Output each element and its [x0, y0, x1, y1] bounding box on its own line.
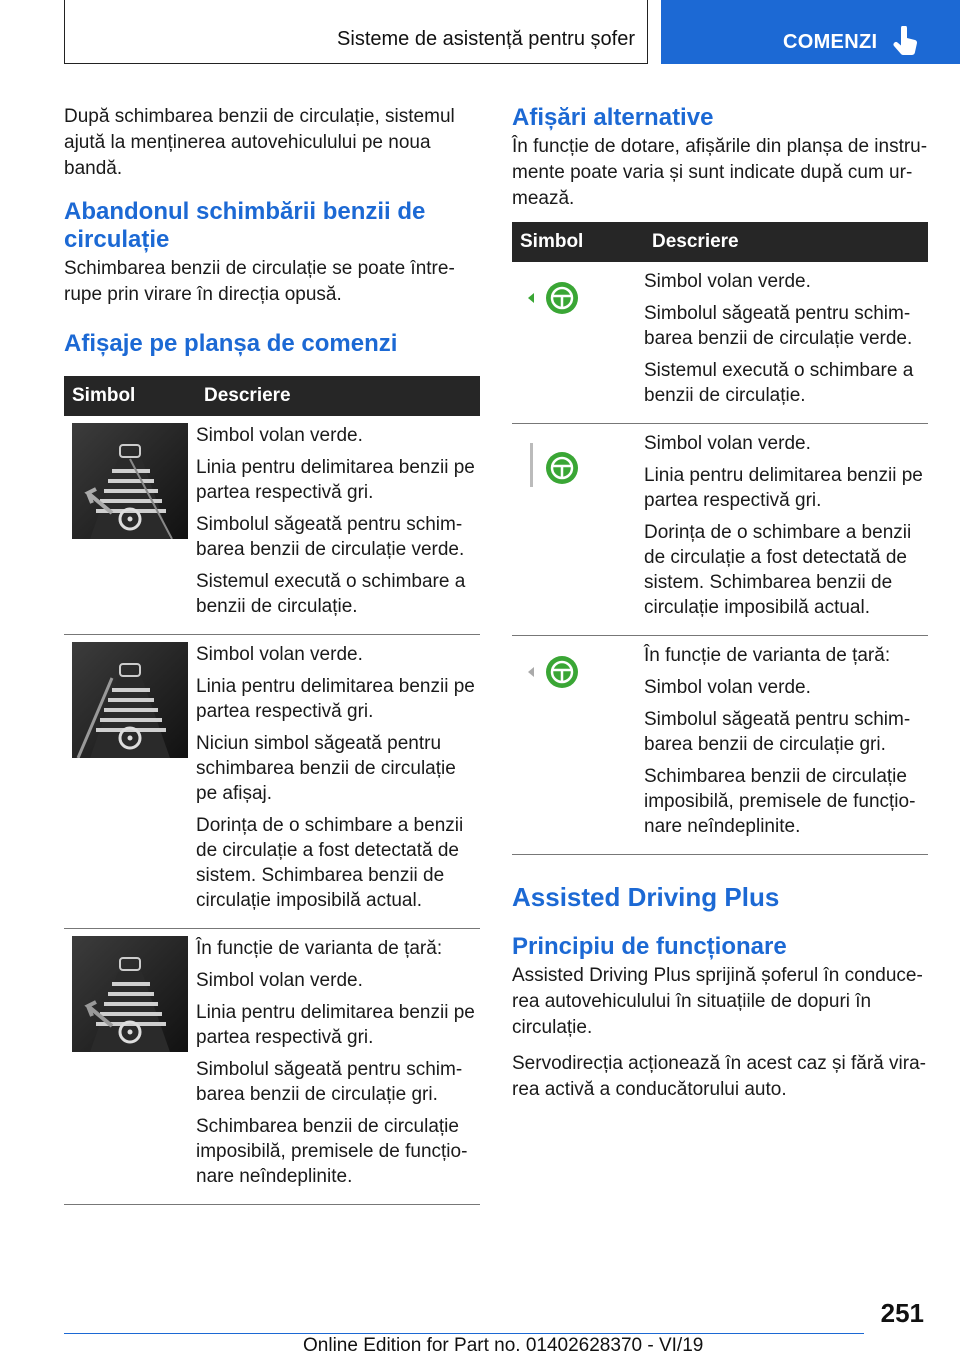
heading-abandon: Abandonul schimbării benzii de circulație: [64, 198, 426, 253]
table-row: Simbol volan verde. Simbolul săgeată pentru schimbarea benzii de circulație verde. Sistemul execută o schimbare a benzii de circulație.: [512, 262, 928, 424]
lane-change-display-icon: [72, 423, 188, 539]
lane-line-display-icon: [72, 642, 188, 758]
footer-edition: Online Edition for Part no. 01402628370 - VI/19: [303, 1335, 704, 1356]
header-tab-label: COMENZI: [783, 31, 878, 53]
header-section-box: [64, 0, 648, 64]
right-column: [512, 104, 928, 1113]
table-header-descriere: Descriere: [644, 222, 928, 262]
header-section-title: Sisteme de asistență pentru șofer: [337, 28, 635, 50]
table-row: Simbol volan verde. Linia pentru delimitarea benzii pe partea respectivă gri. Niciun simbol săgeată pentru schimbarea benzii de circulație pe afișaj. Dorința de o schimbare a benzii de circulație a fost detectată de sistem. Schimbarea benzii de circulație imposibilă actual.: [64, 635, 480, 929]
heading-afisari-alternative: Afișări alternative: [512, 104, 714, 131]
table-row: În funcție de varianta de țară: Simbol volan verde. Simbolul săgeată pentru schimbarea benzii de circulație gri. Schimbarea benzii de circulație imposibilă, premisele de funcționare neîndeplinite.: [512, 636, 928, 855]
right-symbol-table: [512, 222, 928, 855]
heading-afisaje: Afișaje pe planșa de comenzi: [64, 330, 398, 357]
left-symbol-table: [64, 376, 480, 1205]
page-number: 251: [880, 1298, 924, 1328]
footer-divider: [64, 1333, 864, 1334]
afisari-paragraph: În funcție de dotare, afișările din planșa de instrumente poate varia și sunt indicate după cum urmează.: [512, 136, 928, 209]
left-column: [64, 104, 480, 1205]
lane-change-grey-display-icon: [72, 936, 188, 1052]
table-header-simbol: Simbol: [64, 376, 196, 416]
adp-paragraph-1: Assisted Driving Plus sprijină șoferul în conducerea autovehiculului în situațiile de dopuri în circulație.: [512, 965, 923, 1038]
steering-wheel-grey-arrow-icon: [520, 653, 644, 691]
steering-wheel-lane-icon: [520, 437, 644, 487]
adp-paragraph-2: Servodirecția acționează în acest caz și fără virarea activă a conducătorului auto.: [512, 1053, 926, 1100]
table-row: Simbol volan verde. Linia pentru delimitarea benzii pe partea respectivă gri. Dorința de o schimbare a benzii de circulație a fost detectată de sistem. Schimbarea benzii de circulație imposibilă actual.: [512, 424, 928, 636]
hand-pointer-icon: [893, 26, 919, 56]
abandon-paragraph: Schimbarea benzii de circulație se poate întrerupe prin virare în direcția opusă.: [64, 258, 455, 305]
heading-principiu: Principiu de funcționare: [512, 933, 787, 960]
table-row: În funcție de varianta de țară: Simbol volan verde. Linia pentru delimitarea benzii pe partea respectivă gri. Simbolul săgeată pentru schimbarea benzii de circulație gri. Schimbarea benzii de circulație imposibilă, premisele de funcționare neîndeplinite.: [64, 929, 480, 1205]
table-row: Simbol volan verde. Linia pentru delimitarea benzii pe partea respectivă gri. Simbolul săgeată pentru schimbarea benzii de circulație verde. Sistemul execută o schimbare a benzii de circulație.: [64, 416, 480, 635]
intro-paragraph: După schimbarea benzii de circulație, sistemul ajută la menținerea autovehiculului pe noua bandă.: [64, 106, 455, 179]
steering-wheel-arrow-icon: [520, 279, 644, 317]
table-header-descriere: Descriere: [196, 376, 480, 416]
table-header-simbol: Simbol: [512, 222, 644, 262]
heading-assisted-driving-plus: Assisted Driving Plus: [512, 882, 780, 912]
header-tab-comenzi[interactable]: [661, 0, 960, 64]
